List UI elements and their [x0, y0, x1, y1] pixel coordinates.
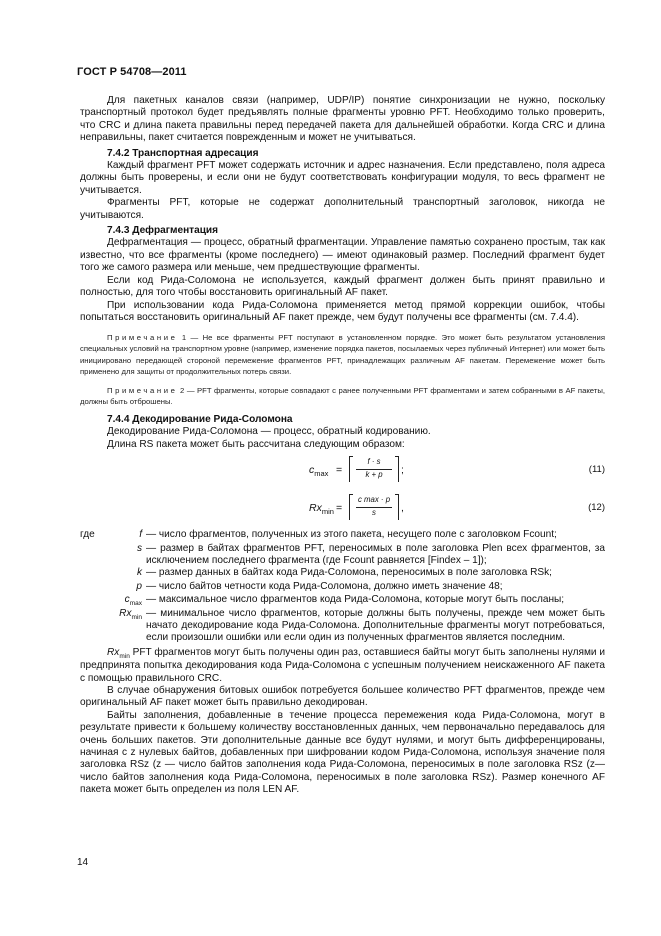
note-label: Примечание	[107, 333, 178, 343]
page-number: 14	[77, 857, 89, 868]
ceiling-fraction	[349, 494, 399, 520]
definition-row: p — число байтов четности кода Рида-Соломона, должно иметь значение 48;	[136, 580, 503, 592]
formula-12: $Rx_{min}$ = c max · p s , (12)	[80, 493, 605, 527]
paragraph: Если код Рида-Соломона не используется, каждый фрагмент должен быть принят правильно и полностью, для того чтобы восстановить оригинальный AF пакет.	[80, 274, 605, 299]
section-heading-7-4-4: 7.4.4 Декодирование Рида-Соломона	[107, 413, 293, 425]
paragraph: Дефрагментация — процесс, обратный фрагментации. Управление памятью сохранено простым, так как известно, что все фрагменты (кроме последнего) — имеют одинаковый размер. Последний фрагмент будет того же самого размера или меньше, чем предшествующие фрагменты.	[80, 237, 605, 274]
equals-sign: =	[336, 464, 343, 477]
paragraph: Каждый фрагмент PFT может содержать источник и адрес назначения. Если представлено, поля адреса должны быть проверены, и если они не будут соответствовать конфигурации модуля, то весь фрагмент не учитывается.	[80, 160, 605, 196]
formula-lhs: $Rx_{min}$	[309, 502, 334, 517]
section-heading-7-4-2: 7.4.2 Транспортная адресация	[107, 147, 259, 159]
definitions-list	[80, 529, 605, 645]
note-1	[80, 332, 605, 376]
note-text: 1 — Не все фрагменты PFT поступают в установленном порядке. Это может быть результатом установления специальных условий на транспортном уровне (например, изменение порядка пакетов, посылаемых через публичный Интернет) или может быть инициировано передающей стороной перемежение фрагментов PFT, принадлежащих различным AF пакетам. Перемежение может быть применено для защиты от продолжительных потерь связи.	[80, 333, 605, 376]
ceiling-fraction	[349, 456, 399, 482]
definition-row: s — размер в байтах фрагментов PFT, переносимых в поле заголовка Plen всех фрагментов, за исключением последнего фрагмента (где Fcount равняется [Findex – 1]);	[136, 542, 605, 566]
paragraph: Длина RS пакета может быть рассчитана следующим образом:	[107, 438, 405, 450]
denominator: k + p	[365, 470, 383, 480]
numerator: f · s	[367, 457, 381, 467]
paragraph: При использовании кода Рида-Соломона применяется метод прямой коррекции ошибок, чтобы попытаться восстановить оригинальный AF пакет прежде, чем будут получены все фрагменты (см. 7.4.4).	[80, 299, 605, 323]
paragraph: $Rx_{min}$ PFT фрагментов могут быть получены один раз, оставшиеся байты могут быть заполнены нулями и предпринята попытка декодирования кода Рида-Соломона с успешным получением неискаженного AF пакета с помощью правильного CRC.	[80, 646, 605, 684]
definition-row: где f — число фрагментов, полученных из этого пакета, несущего поле с заголовком Fcount;	[80, 529, 557, 541]
definition-row: $Rx_{min}$ — минимальное число фрагментов, которые должны быть получены, прежде чем может быть начато декодирование кода Рида-Соломона. Дополнительные фрагменты могут потребоваться, если произошли ошибки или если один из полученных фрагментов является последним.	[119, 607, 605, 644]
paragraph: В случае обнаружения битовых ошибок потребуется большее количество PFT фрагментов, прежде чем оригинальный AF пакет может быть правильно декодирован.	[80, 684, 605, 709]
note-label: Примечание	[107, 385, 178, 395]
document-body	[80, 95, 605, 797]
paragraph: Декодирование Рида-Соломона — процесс, обратный кодированию.	[107, 426, 431, 438]
note-text: 2 — PFT фрагменты, которые совпадают с ранее полученными PFT фрагментами и затем собранными в AF пакеты, должны быть отброшены.	[80, 385, 605, 406]
paragraph: Байты заполнения, добавленные в течение процесса перемежения кода Рида-Соломона, могут в результате привести к большему количеству восстановленных данных, чем первоначально передавалось для очень больших пакетов. Эти дополнительные данные все будут нулями, и могут быть дифференцированы, начиная с z нулевых байтов, добавленных при шифровании кодом Рида-Соломона, используя значение поля заголовка RSz (z — число байтов заполнения кода Рида-Соломона, переносимых в поле заголовка RSz (z— число байтов заполнения кода Рида-Соломона, переносимых в поле заголовка RSz). Размер конечного AF пакета может быть определен из поля LEN AF.	[80, 709, 605, 796]
denominator: s	[372, 508, 376, 518]
definition-row: $c_{max}$ — максимальное число фрагментов кода Рида-Соломона, которые могут быть посланы;	[124, 594, 565, 608]
paragraph: Фрагменты PFT, которые не содержат дополнительный транспортный заголовок, никогда не учитываются.	[80, 197, 605, 221]
formula-lhs: $c_{max}$	[309, 464, 329, 479]
section-heading-7-4-3: 7.4.3 Дефрагментация	[107, 225, 219, 237]
intro-paragraph: Для пакетных каналов связи (например, UDP/IP) понятие синхронизации не нужно, поскольку транспортный протокол будет предъявлять полные фрагменты уровню PFT. Необходимо только проверить, что CRC и длина пакета правильны перед передачей пакета для дальнейшей обработки. Когда CRC и длина неправильны, пакет считается поврежденным и может не учитываться.	[80, 95, 605, 144]
formula-11: $c_{max}$ = f · s k + p ; (11)	[80, 455, 605, 489]
formula-number: (11)	[588, 464, 605, 476]
document-header: ГОСТ Р 54708—2011	[77, 66, 187, 78]
note-2	[80, 385, 605, 407]
numerator: c max · p	[357, 495, 391, 505]
definition-row: k — размер данных в байтах кода Рида-Соломона, переносимых в поле заголовка RSk;	[136, 567, 552, 579]
equals-sign: =	[336, 502, 343, 515]
formula-number: (12)	[588, 502, 605, 514]
